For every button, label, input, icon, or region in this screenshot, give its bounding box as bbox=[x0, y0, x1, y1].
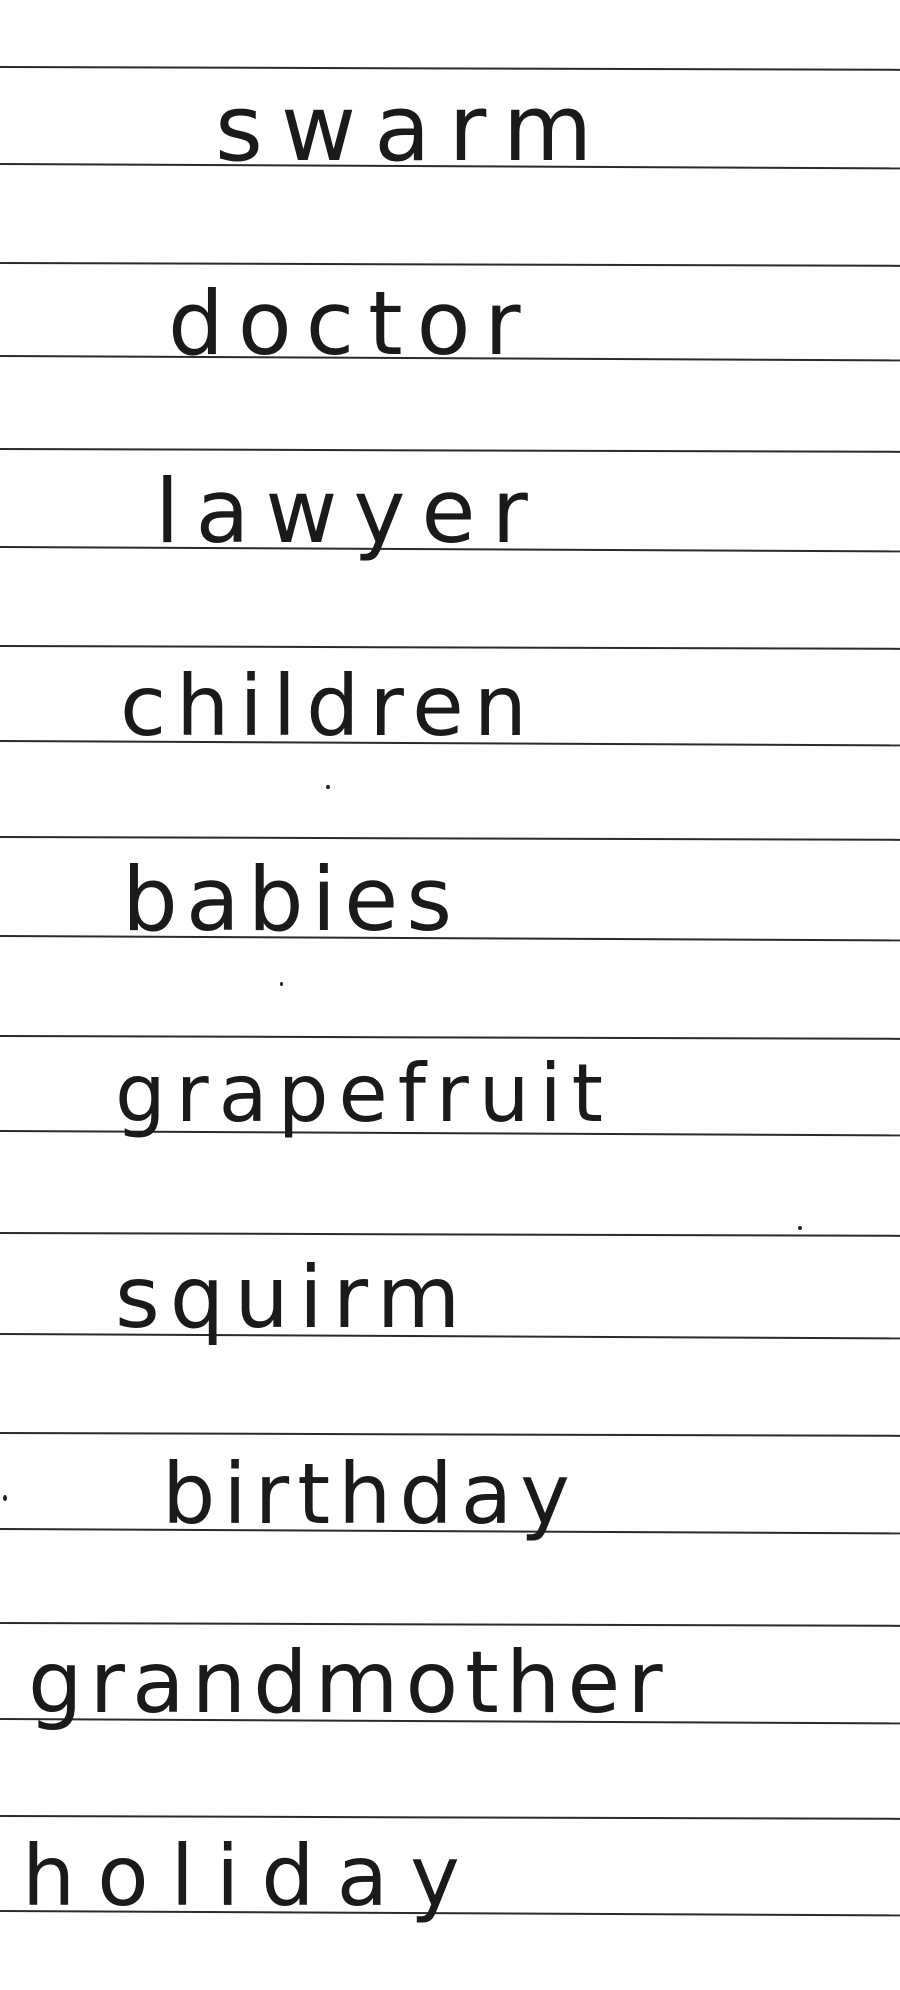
ruled-line bbox=[0, 262, 900, 267]
word-doctor: doctor bbox=[168, 272, 535, 375]
ruled-line bbox=[0, 1815, 900, 1820]
pencil-speck bbox=[326, 785, 330, 789]
word-grandmother: grandmother bbox=[28, 1633, 670, 1733]
ruled-line bbox=[0, 1232, 900, 1237]
word-grapefruit: grapefruit bbox=[115, 1047, 614, 1140]
word-babies: babies bbox=[122, 848, 461, 951]
ruled-line bbox=[0, 836, 900, 841]
pencil-speck bbox=[280, 982, 283, 986]
pencil-speck bbox=[798, 1226, 802, 1230]
word-holiday: holiday bbox=[22, 1827, 482, 1925]
pencil-speck bbox=[3, 1495, 7, 1501]
word-children: children bbox=[120, 657, 538, 755]
word-squirm: squirm bbox=[115, 1248, 471, 1348]
word-swarm: swarm bbox=[215, 75, 611, 182]
ruled-line bbox=[0, 66, 900, 71]
word-lawyer: lawyer bbox=[155, 460, 544, 563]
ruled-line bbox=[0, 448, 900, 453]
ruled-line bbox=[0, 1432, 900, 1437]
ruled-line bbox=[0, 1622, 900, 1627]
ruled-line bbox=[0, 1035, 900, 1040]
ruled-line bbox=[0, 645, 900, 650]
word-birthday: birthday bbox=[162, 1445, 578, 1543]
